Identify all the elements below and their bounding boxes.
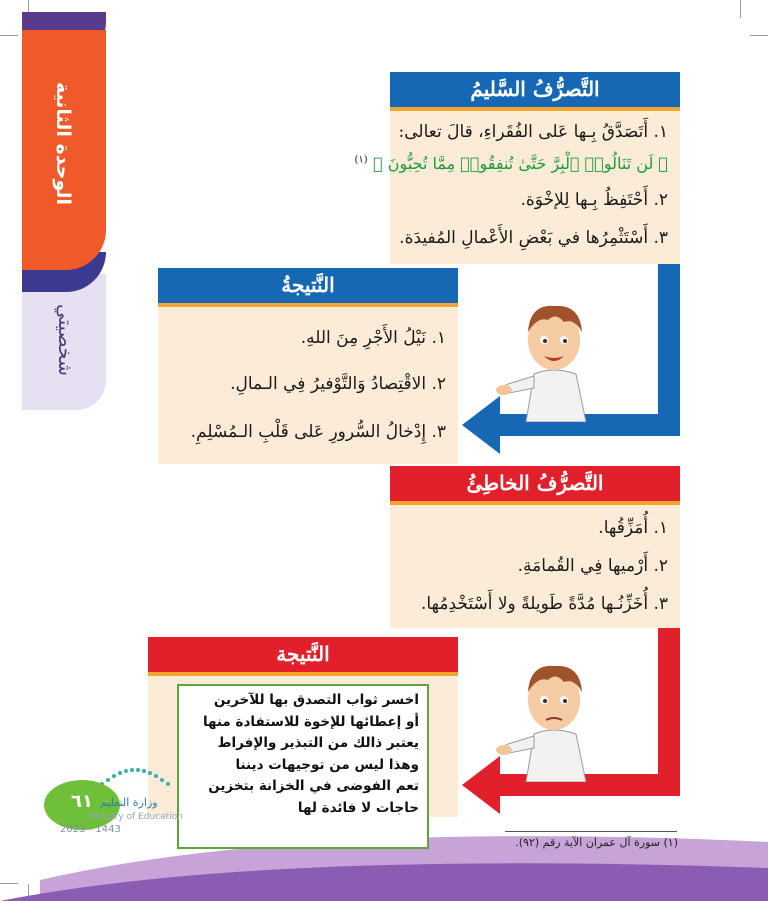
correct-action-item-3: ٣. أَسْتَثْمِرُها في بَعْضِ الأَعْمالِ المُفيدَة.: [399, 228, 668, 248]
correct-action-item-2: ٢. أَحْتَفِظُ بِـها لِلإخْوَة.: [520, 190, 668, 210]
correct-action-item-1: ١. أَتَصَدَّقُ بِـها عَلى الفُقَراءِ، قالَ تعالى:: [398, 122, 668, 142]
correct-result-title: النَّتيجةُ: [158, 268, 458, 307]
correct-result-item-2: ٢. الاقْتِصادُ وَالتَّوْفيرُ فِي الـمالِ.: [230, 374, 446, 394]
subject-label: شخصيتي: [54, 304, 76, 376]
answer-line-6: حاجات لا فائدة لها: [297, 799, 419, 816]
wrong-action-item-3: ٣. أُخَزِّنُـها مُدَّةً طَويلةً ولا أَسْتَخْدِمُها.: [420, 594, 668, 614]
correct-result-box: [158, 268, 458, 464]
quran-verse: ﴿ لَن تَنَالُوا۟ ٱلْبِرَّ حَتَّىٰ تُنفِقُوا۟ مِمَّا تُحِبُّونَ ﴾: [373, 154, 668, 173]
boy-worried-illustration: [494, 656, 614, 782]
footnote-marker: (١): [354, 154, 368, 166]
answer-line-5: تعم الفوضى في الخزانة بتخزين: [208, 778, 419, 794]
answer-line-3: يعتبر ذالك من التبذير والإفراط: [217, 735, 419, 751]
ministry-name-en: Ministry of Education: [88, 812, 183, 822]
answer-line-1: اخسر ثواب التصدق بها للآخرين: [213, 692, 419, 708]
wrong-result-title: النَّتيجة: [148, 637, 458, 676]
correct-result-item-3: ٣. إِدْخالُ السُّرورِ عَلى قَلْبِ الـمُسْلِمِ.: [190, 422, 446, 442]
ministry-logo-icon: [98, 764, 174, 790]
answer-line-2: أو إعطائها للإخوة للاستفادة منها: [202, 713, 419, 730]
wrong-action-box: [390, 466, 680, 628]
correct-result-item-1: ١. نَيْلُ الأَجْرِ مِنَ اللهِ.: [300, 328, 446, 348]
answer-box: [177, 684, 429, 849]
quran-verse-line: [354, 154, 668, 174]
wrong-action-title: التَّصرُّفُ الخاطِئُ: [390, 466, 680, 505]
unit-label: الوحدة الثانية: [52, 82, 74, 206]
edition-year: 2023 - 1443: [60, 824, 121, 835]
boy-happy-illustration: [494, 296, 614, 422]
wrong-action-item-2: ٢. أَرْميها فِي القُمامَةِ.: [517, 556, 668, 576]
footnote: (١) سورة آل عمران الآية رقم (٩٢).: [515, 836, 678, 849]
answer-line-4: وهذا ليس من توجيهات ديننا: [235, 756, 419, 773]
correct-action-title: التَّصرُّفُ السَّليمُ: [390, 72, 680, 111]
footnote-rule: [505, 831, 677, 832]
correct-action-box: [354, 72, 680, 264]
ministry-name: وزارة التعليم: [100, 796, 158, 809]
page-number-badge: ٦١: [44, 780, 120, 830]
wrong-action-item-1: ١. أُمَزِّقُها.: [598, 518, 668, 538]
